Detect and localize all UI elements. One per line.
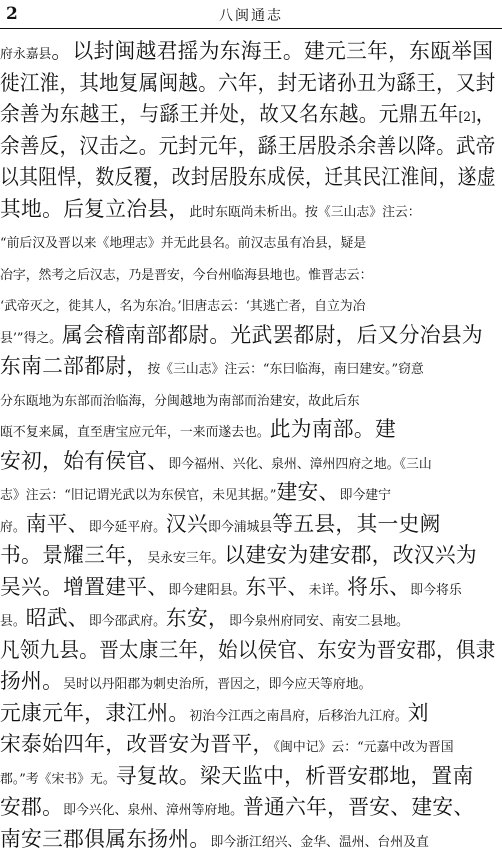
- commentary-text: 吴时以丹阳郡为刺史治所，晋因之，即今应天等府地。: [63, 677, 372, 692]
- commentary-text: 未详。: [308, 582, 348, 598]
- text-line: [0, 761, 496, 793]
- text-line: [0, 36, 496, 68]
- commentary-text: 瓯不复来属，直至唐宝应元年，一来而遂去也。: [0, 425, 270, 440]
- text-line: [0, 603, 496, 635]
- commentary-text: 县’”得之。: [0, 330, 63, 346]
- text-line: [0, 824, 496, 856]
- commentary-text: 即今泉州府同安、南安二县地。: [229, 614, 409, 629]
- commentary-text: 即今邵武府。: [88, 614, 166, 629]
- text-line: [0, 162, 496, 194]
- main-text: ，: [475, 102, 496, 126]
- commentary-text: 即今兴化、泉州、漳州等府地。: [63, 803, 243, 818]
- text-line: [0, 572, 496, 604]
- page-number: 2: [6, 4, 18, 24]
- main-text: 汉兴: [165, 511, 209, 536]
- commentary-text: 冶字，然考之后汉志，乃是晋安，今台州临海县地也。惟晋志云：: [0, 267, 373, 283]
- main-text: 吴兴。增置建平、: [0, 574, 169, 599]
- main-text: 凡领九县。晋太康三年，始以侯官、东安为晋安郡，俱隶: [0, 637, 496, 662]
- text-line: [0, 414, 496, 446]
- main-text: 南安三郡俱属东扬州。: [0, 826, 211, 851]
- text-line: [0, 99, 496, 131]
- main-text: 普通六年，晋安、建安、: [242, 795, 475, 819]
- main-text: 安郡。: [0, 795, 64, 819]
- text-line: [0, 792, 496, 824]
- main-text: 扬州。: [0, 669, 64, 693]
- main-text: 宋泰始四年，改晋安为晋平，: [0, 732, 274, 756]
- commentary-text: 《闽中记》云：“元嘉中改为晋国: [273, 740, 454, 755]
- commentary-text: 按《三山志》注云：“东曰临海，南曰建安。”窃意: [147, 362, 424, 377]
- main-text: 其地。后复立冶县，: [0, 196, 190, 221]
- commentary-text: [2]: [458, 110, 476, 125]
- main-text: 东安，: [165, 606, 230, 630]
- text-line: [0, 194, 496, 226]
- commentary-text: 即今建宁: [339, 488, 391, 503]
- running-title: 八闽通志: [219, 8, 283, 24]
- text-line: [0, 698, 496, 730]
- commentary-text: 即今浦城县: [208, 519, 273, 535]
- header-rule: [0, 28, 502, 29]
- commentary-text: 初治今江西之南昌府，后移治九江府。: [189, 708, 408, 724]
- commentary-text: 吴永安三年。: [147, 551, 225, 566]
- main-text: 以其阻悍，数反覆，改封居股东成侯，迁其民江淮间，遂虚: [0, 165, 496, 189]
- text-line: [0, 225, 496, 257]
- text-line: [0, 320, 496, 352]
- commentary-text: 即今浙江绍兴、金华、温州、台州及直: [210, 834, 429, 850]
- commentary-text: 即今延平府。: [88, 519, 166, 535]
- main-text: 昭武、: [25, 606, 89, 630]
- commentary-text: 即今福州、兴化、泉州、漳州四府之地。《三山: [168, 456, 432, 472]
- text-line: [0, 288, 496, 320]
- main-text: 属会稽南部都尉。光武罢都尉，后又分冶县为: [62, 322, 483, 347]
- main-text: 刘: [407, 700, 429, 725]
- main-text: 此为南部。建: [269, 417, 397, 441]
- commentary-text: 府永嘉县: [0, 47, 52, 62]
- commentary-text: 县。: [0, 614, 26, 629]
- text-line: [0, 446, 496, 478]
- text-line: [0, 131, 496, 163]
- text-line: [0, 729, 496, 761]
- main-text: 元康元年，隶江州。: [0, 700, 190, 725]
- text-line: [0, 351, 496, 383]
- main-text: 余善为东越王，与繇王并处，故又名东越。元鼎五年: [0, 102, 459, 126]
- text-line: [0, 509, 496, 541]
- page-header: [0, 0, 502, 30]
- commentary-text: ‘武帝灭之，徙其人，名为东冶。’旧唐志云：‘其逃亡者，自立为冶: [0, 299, 366, 314]
- text-line: [0, 477, 496, 509]
- main-text: 东南二部都尉，: [0, 354, 148, 378]
- main-text: 书。景耀三年，: [0, 543, 148, 567]
- main-text: 。以封闽越君摇为东海王。建元三年，东瓯举国: [51, 39, 494, 63]
- commentary-text: 分东瓯地为东部而治临海，分闽越地为南部而治建安，故此后东: [0, 393, 360, 409]
- text-line: [0, 635, 496, 667]
- text-line: [0, 257, 496, 289]
- main-text: 安初，始有侯官、: [0, 448, 169, 473]
- main-text: 徙江淮，其地复属闽越。六年，封无诸孙丑为繇王，又封: [0, 70, 496, 95]
- main-text: 以建安为建安郡，改汉兴为: [224, 543, 477, 567]
- main-text: 将乐、: [347, 574, 411, 599]
- main-text: 寻复故。梁天监中，析晋安郡地，置南: [115, 763, 474, 788]
- text-line: [0, 540, 496, 572]
- main-text: 等五县，其一史阙: [272, 511, 441, 536]
- commentary-text: 府。: [0, 519, 26, 535]
- text-line: [0, 383, 496, 415]
- text-line: [0, 68, 496, 100]
- body-text: [0, 36, 502, 855]
- main-text: 东平、: [245, 574, 309, 599]
- main-text: 建安、: [276, 480, 340, 504]
- main-text: 余善反，汉击之。元封元年，繇王居股杀余善以降。武帝: [0, 133, 496, 158]
- main-text: 南平、: [25, 511, 89, 536]
- commentary-text: 即今将乐: [410, 582, 462, 598]
- text-line: [0, 666, 496, 698]
- commentary-text: 志》注云：“旧记谓光武以为东侯官，未见其据。”: [0, 488, 277, 503]
- commentary-text: 此时东瓯尚未析出。按《三山志》注云：: [189, 204, 421, 220]
- commentary-text: 郡。”考《宋书》无。: [0, 771, 116, 787]
- commentary-text: 即今建阳县。: [168, 582, 246, 598]
- commentary-text: “前后汉及晋以来《地理志》并无此县名。前汉志虽有冶县，疑是: [0, 236, 367, 251]
